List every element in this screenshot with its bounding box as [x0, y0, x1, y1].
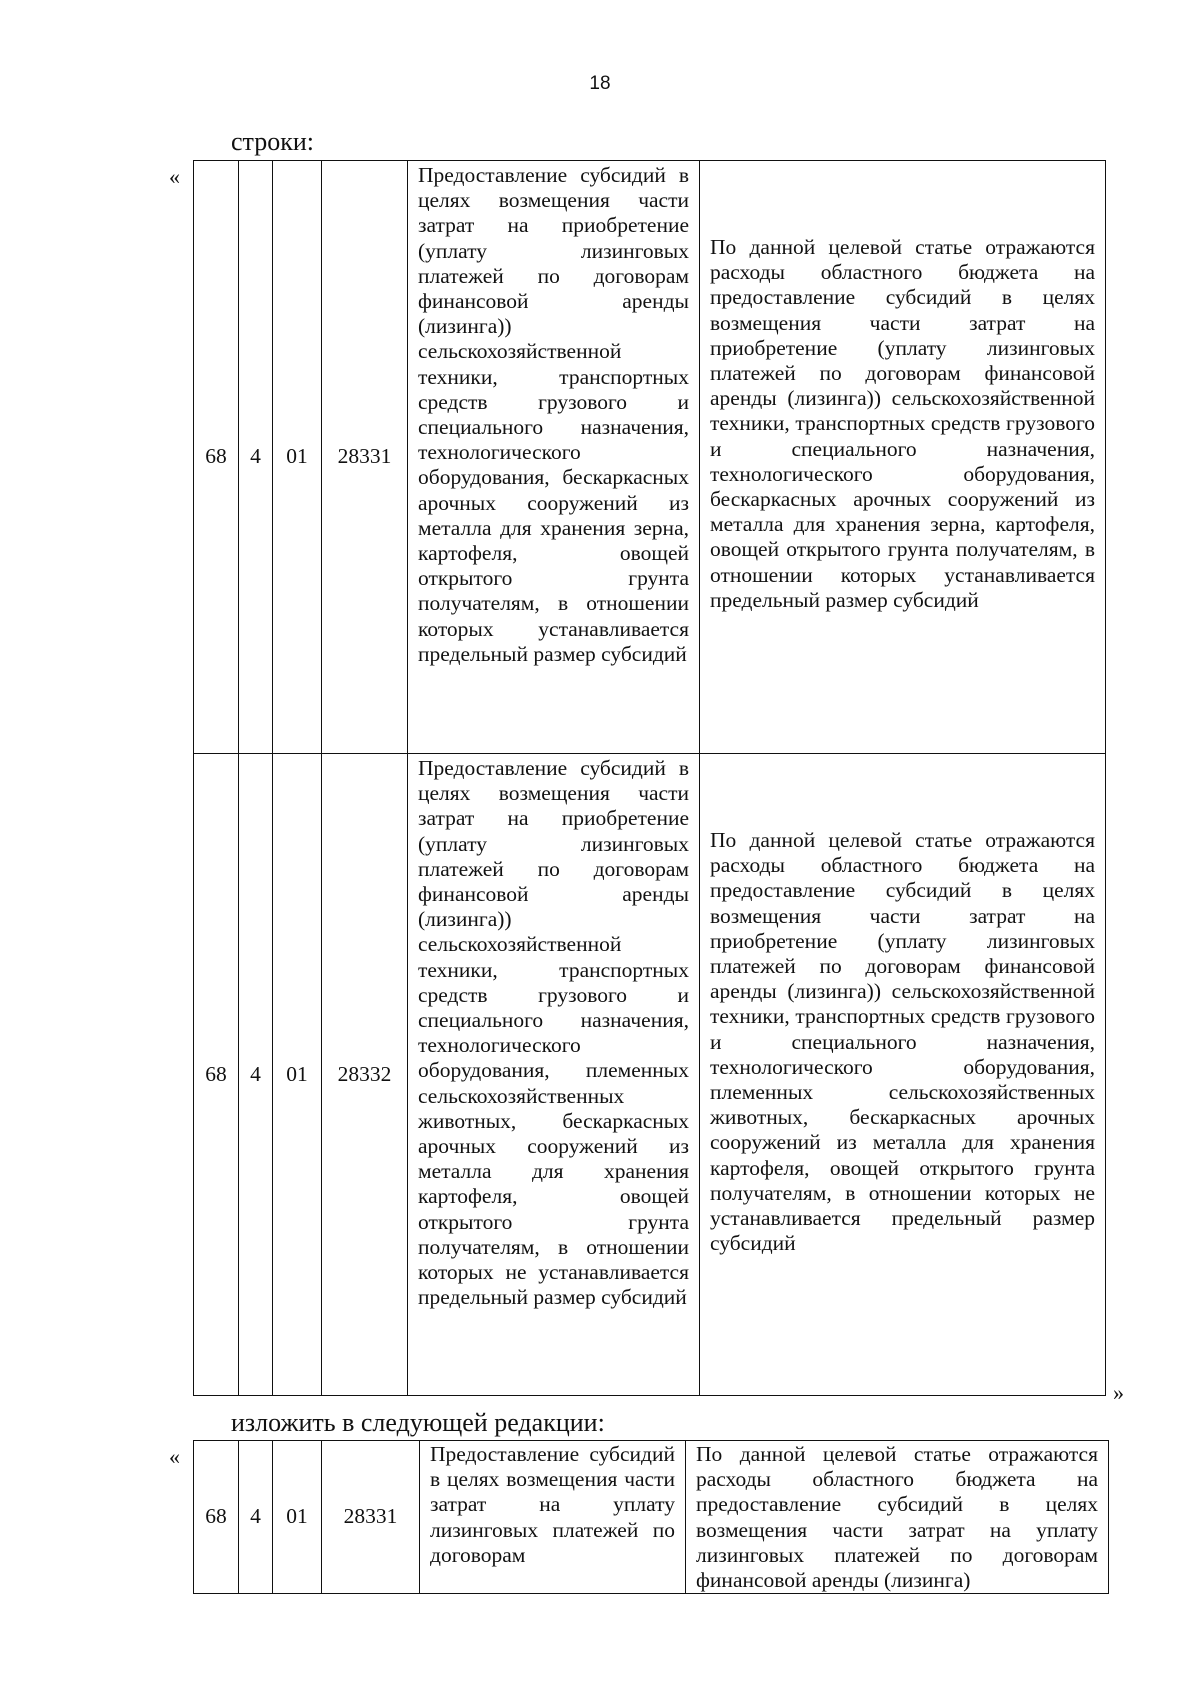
code-col4: 28332: [322, 754, 408, 1396]
code-col2: 4: [239, 754, 273, 1396]
table-row: [194, 161, 1106, 754]
code-col4: 28331: [322, 1441, 420, 1594]
code-col3: 01: [273, 754, 322, 1396]
item-name: Предоставление субсидий в целях возмещения части затрат на приобретение (уплату лизинговых платежей по договорам финансовой аренды (лизинга)) сельскохозяйственной техники, транспортных средств грузового и специального назначения, технологического оборудования, племенных сельскохозяйственных животных, бескаркасных арочных сооружений из металла для хранения картофеля, овощей открытого грунта получателям, в отношении которых не устанавливается предельный размер субсидий: [408, 754, 700, 1396]
code-col1: 68: [194, 1441, 239, 1594]
item-name: Предоставление субсидий в целях возмещения части затрат на приобретение (уплату лизинговых платежей по договорам финансовой аренды (лизинга)) сельскохозяйственной техники, транспортных средств грузового и специального назначения, технологического оборудования, бескаркасных арочных сооружений из металла для хранения зерна, картофеля, овощей открытого грунта получателям, в отношении которых устанавливается предельный размер субсидий: [408, 161, 700, 754]
item-description: По данной целевой статье отражаются расходы областного бюджета на предоставление субсидий в целях возмещения части затрат на приобретение (уплату лизинговых платежей по договорам финансовой аренды (лизинга)) сельскохозяйственной техники, транспортных средств грузового и специального назначения, технологического оборудования, бескаркасных арочных сооружений из металла для хранения зерна, картофеля, овощей открытого грунта получателям, в отношении которых устанавливается предельный размер субсидий: [700, 161, 1106, 754]
item-description: По данной целевой статье отражаются расходы областного бюджета на предоставление субсидий в целях возмещения части затрат на приобретение (уплату лизинговых платежей по договорам финансовой аренды (лизинга)) сельскохозяйственной техники, транспортных средств грузового и специального назначения, технологического оборудования, племенных сельскохозяйственных животных, бескаркасных арочных сооружений из металла для хранения картофеля, овощей открытого грунта получателям, в отношении которых не устанавливается предельный размер субсидий: [700, 754, 1106, 1396]
code-col3: 01: [273, 1441, 322, 1594]
code-col1: 68: [194, 754, 239, 1396]
code-col2: 4: [239, 161, 273, 754]
table-row: [194, 1441, 1109, 1594]
item-name-text: Предоставление субсидий в целях возмещения части затрат на уплату лизинговых платежей по договорам: [430, 1442, 675, 1567]
item-description-text: По данной целевой статье отражаются расходы областного бюджета на предоставление субсидий в целях возмещения части затрат на уплату лизинговых платежей по договорам финансовой аренды (лизинга): [696, 1442, 1098, 1593]
code-col4: 28331: [322, 161, 408, 754]
page-number: 18: [589, 73, 611, 94]
table-row: [194, 754, 1106, 1396]
item-description: [686, 1441, 1109, 1594]
code-col1: 68: [194, 161, 239, 754]
closing-quote: »: [1113, 1380, 1124, 1405]
item-name: [420, 1441, 686, 1594]
opening-quote: «: [169, 164, 180, 189]
old-rows-table: [193, 160, 1106, 1396]
code-col3: 01: [273, 161, 322, 754]
code-col2: 4: [239, 1441, 273, 1594]
new-rows-table: [193, 1440, 1109, 1594]
intro-new-rows: изложить в следующей редакции:: [231, 1408, 605, 1437]
opening-quote: «: [169, 1444, 180, 1469]
intro-old-rows: строки:: [231, 127, 314, 156]
